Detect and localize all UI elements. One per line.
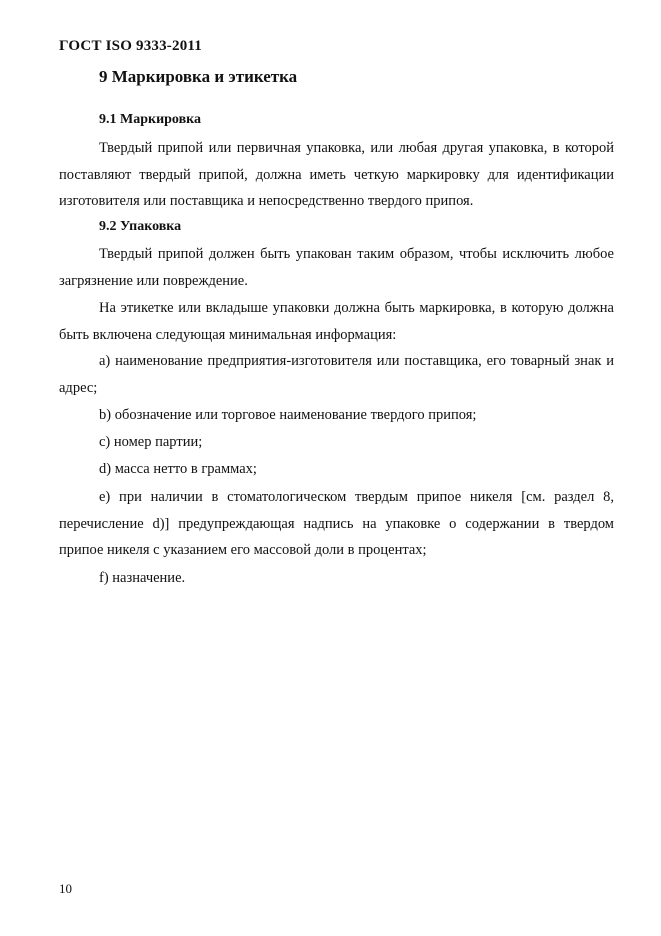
document-id: ГОСТ ISO 9333-2011	[59, 38, 202, 54]
subsection-title-marking: 9.1 Маркировка	[99, 112, 201, 127]
page-number: 10	[59, 881, 72, 896]
list-item-a: a) наименование предприятия-изготовителя или поставщика, его товарный знак и адрес;	[59, 353, 614, 396]
subsection-title-packaging: 9.2 Упаковка	[99, 219, 182, 234]
paragraph-packaging-1: Твердый припой должен быть упакован таким образом, чтобы исключить любое загрязнение или повреждение.	[59, 246, 614, 289]
list-item-b: b) обозначение или торговое наименование твердого припоя;	[99, 407, 477, 423]
list-item-d: d) масса нетто в граммах;	[99, 461, 257, 477]
list-item-f: f) назначение.	[99, 570, 186, 586]
list-item-e: e) при наличии в стоматологическом твердым припое никеля [см. раздел 8, перечисление d)] предупреждающая надпись на упаковке о содержании в твердом припое никеля с указанием его массовой доли в процентах;	[59, 489, 614, 558]
section-title: 9 Маркировка и этикетка	[99, 67, 298, 86]
list-item-c: c) номер партии;	[99, 434, 203, 450]
paragraph-marking: Твердый припой или первичная упаковка, или любая другая упаковка, в которой поставляют твердый припой, должна иметь четкую маркировку для идентификации изготовителя или поставщика и непосредственно твердого припоя.	[59, 140, 614, 209]
paragraph-packaging-2: На этикетке или вкладыше упаковки должна быть маркировка, в которую должна быть включена следующая минимальная информация:	[59, 300, 614, 343]
